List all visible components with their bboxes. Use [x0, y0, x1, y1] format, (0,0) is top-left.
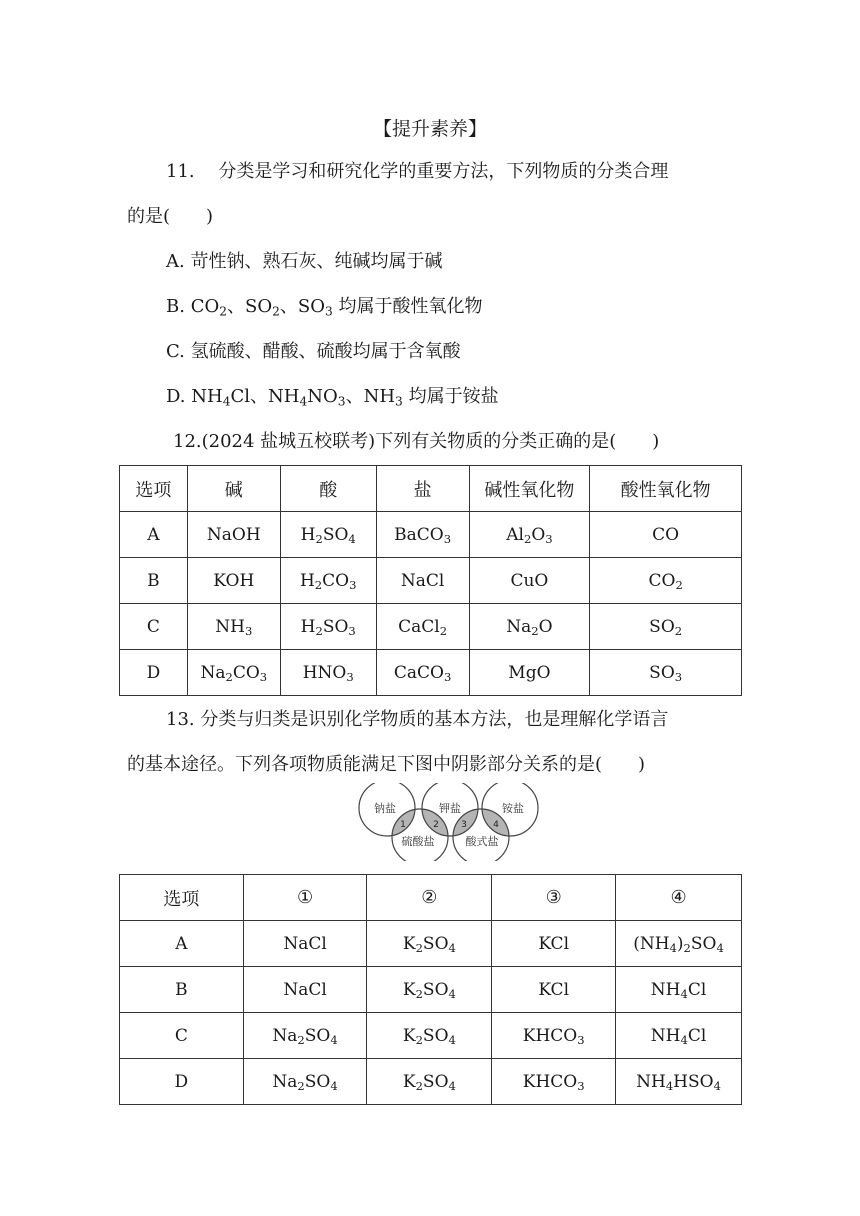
table-cell: KOH — [187, 558, 280, 604]
header-cell: ④ — [616, 875, 742, 921]
header-cell: ① — [243, 875, 367, 921]
table-cell: CaCl$_2$ — [376, 604, 469, 650]
option-text: 苛性钠、熟石灰、纯碱均属于碱 — [190, 251, 443, 272]
q13-stem-line1: 13. 分类与归类是识别化学物质的基本方法，也是理解化学语言 — [166, 709, 669, 730]
venn-diagram — [357, 783, 543, 861]
table-cell: A — [120, 921, 244, 967]
table-cell: CuO — [469, 558, 590, 604]
q11-option-b — [166, 296, 483, 319]
table-cell: $SO_3$ — [590, 650, 742, 696]
circle-label: 钾盐 — [439, 802, 461, 815]
q13-table — [119, 874, 742, 1105]
table-cell: D — [120, 650, 188, 696]
header-cell: 酸 — [280, 466, 376, 512]
table-cell: $KHCO_3$ — [492, 1013, 616, 1059]
table-cell: C — [120, 604, 188, 650]
table-cell: B — [120, 967, 244, 1013]
q11-option-d — [166, 386, 499, 409]
table-cell: $K_2SO_4$ — [367, 967, 492, 1013]
circle-label: 铵盐 — [502, 802, 524, 815]
region-number: 3 — [461, 820, 467, 830]
table-cell: KCl — [492, 921, 616, 967]
table-cell: NaOH — [187, 512, 280, 558]
table-row — [120, 1059, 742, 1105]
table-row — [120, 558, 742, 604]
table-cell: $K_2SO_4$ — [367, 1059, 492, 1105]
region-number: 1 — [400, 820, 406, 830]
table-cell: $NH_4HSO_4$ — [616, 1059, 742, 1105]
header-cell: 选项 — [120, 466, 188, 512]
table-cell: $SO_2$ — [590, 604, 742, 650]
option-text: $NH_4Cl$、$NH_4NO_3$、$NH_3$ 均属于铵盐 — [191, 386, 499, 409]
table-cell: $Na_2SO_4$ — [243, 1013, 367, 1059]
table-row — [120, 650, 742, 696]
table-cell: CO — [590, 512, 742, 558]
q11-option-a — [166, 253, 442, 271]
table-row — [120, 967, 742, 1013]
region-number: 4 — [493, 820, 499, 830]
table-cell: $NH_4Cl$ — [616, 967, 742, 1013]
table-cell: KCl — [492, 967, 616, 1013]
table-cell: $H_2CO_3$ — [280, 558, 376, 604]
q11-stem-line1: 11. 分类是学习和研究化学的重要方法，下列物质的分类合理 — [166, 161, 669, 182]
table-cell: $Al_2O_3$ — [469, 512, 590, 558]
table-row — [120, 604, 742, 650]
circle-label: 钠盐 — [374, 802, 396, 815]
header-cell: ③ — [492, 875, 616, 921]
table-cell: $Na_2O$ — [469, 604, 590, 650]
table-row — [120, 1013, 742, 1059]
table-cell: $KHCO_3$ — [492, 1059, 616, 1105]
table-header-row — [120, 875, 742, 921]
header-cell: 盐 — [376, 466, 469, 512]
header-cell: 碱性氧化物 — [469, 466, 590, 512]
option-text: $CO_2$、$SO_2$、$SO_3$ 均属于酸性氧化物 — [190, 296, 483, 319]
table-cell: MgO — [469, 650, 590, 696]
table-cell: $(NH_4)_2SO_4$ — [616, 921, 742, 967]
header-cell: 酸性氧化物 — [590, 466, 742, 512]
header-cell: 选项 — [120, 875, 244, 921]
q11-stem-line2: 的是( ) — [127, 206, 214, 227]
table-cell: C — [120, 1013, 244, 1059]
table-cell: $H_2SO_4$ — [280, 512, 376, 558]
circle-label: 硫酸盐 — [401, 835, 435, 848]
table-cell: NaCl — [243, 921, 367, 967]
circle-label: 酸式盐 — [465, 835, 499, 848]
table-cell: $CO_2$ — [590, 558, 742, 604]
table-cell: $Na_2SO_4$ — [243, 1059, 367, 1105]
table-row — [120, 512, 742, 558]
table-cell: NaCl — [376, 558, 469, 604]
option-label: B. — [166, 296, 185, 317]
table-cell: BaCO$_3$ — [376, 512, 469, 558]
header-cell: ② — [367, 875, 492, 921]
option-label: C. — [166, 341, 185, 362]
option-label: D. — [166, 386, 186, 407]
table-cell: $K_2SO_4$ — [367, 1013, 492, 1059]
table-cell: $Na_2CO_3$ — [187, 650, 280, 696]
table-cell: D — [120, 1059, 244, 1105]
table-cell: B — [120, 558, 188, 604]
q12-table — [119, 465, 742, 696]
q12-stem: 12.(2024 盐城五校联考)下列有关物质的分类正确的是( ) — [173, 431, 660, 452]
table-header-row — [120, 466, 742, 512]
region-number: 2 — [433, 820, 439, 830]
table-cell: $NH_3$ — [187, 604, 280, 650]
table-cell: CaCO$_3$ — [376, 650, 469, 696]
table-cell: $K_2SO_4$ — [367, 921, 492, 967]
table-cell: NaCl — [243, 967, 367, 1013]
q13-stem-line2: 的基本途径。下列各项物质能满足下图中阴影部分关系的是( ) — [127, 754, 646, 775]
option-label: A. — [166, 251, 185, 272]
table-cell: $H_2SO_3$ — [280, 604, 376, 650]
table-row — [120, 921, 742, 967]
table-cell: $NH_4Cl$ — [616, 1013, 742, 1059]
header-cell: 碱 — [187, 466, 280, 512]
q11-option-c — [166, 343, 461, 361]
table-cell: $HNO_3$ — [280, 650, 376, 696]
option-text: 氢硫酸、醋酸、硫酸均属于含氧酸 — [190, 341, 461, 362]
section-title: 【提升素养】 — [372, 118, 487, 140]
table-cell: A — [120, 512, 188, 558]
